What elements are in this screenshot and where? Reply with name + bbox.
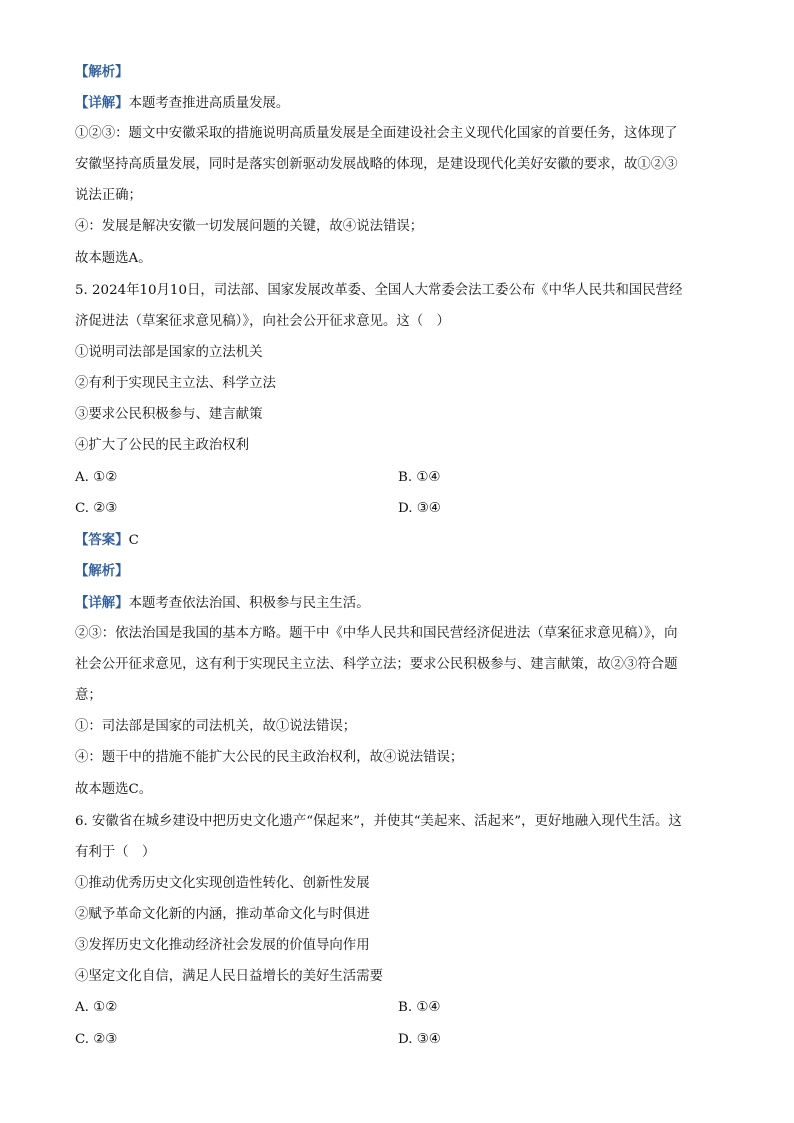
detail-line — [75, 594, 725, 613]
analysis-heading: 【解析】 — [75, 64, 129, 80]
detail-tag: 【详解】 — [75, 95, 129, 111]
explanation-line: 说法正确； — [75, 188, 142, 203]
question-6-statement: ③发挥历史文化推动经济社会发展的价值导向作用 — [75, 938, 370, 953]
answer-tag: 【答案】 — [75, 532, 129, 548]
question-6-statement: ①推动优秀历史文化实现创造性转化、创新性发展 — [75, 876, 370, 891]
question-6-option-c: C. ②③ — [75, 1032, 118, 1047]
answer-value: C — [128, 533, 139, 548]
question-5-statement: ①说明司法部是国家的立法机关 — [75, 345, 263, 360]
explanation-line: ④：题干中的措施不能扩大公民的民主政治权利，故④说法错误； — [75, 750, 464, 765]
detail-line — [75, 94, 725, 113]
question-6-statement: ④坚定文化自信，满足人民日益增长的美好生活需要 — [75, 969, 383, 984]
detail-text: 本题考查依法治国、积极参与民主生活。 — [128, 596, 370, 611]
question-6-stem: 有利于（ ） — [75, 845, 156, 860]
question-5-statement: ③要求公民积极参与、建言献策 — [75, 407, 263, 422]
explanation-line: 故本题选A。 — [75, 251, 152, 266]
question-6-option-d: D. ③④ — [398, 1032, 441, 1047]
question-5-stem: 济促进法（草案征求意见稿）》，向社会公开征求意见。这（ ） — [75, 314, 450, 329]
question-6-stem: 6. 安徽省在城乡建设中把历史文化遗产“保起来”，并使其“美起来、活起来”，更好地融入现代生活。这 — [75, 814, 682, 829]
question-5-statement: ②有利于实现民主立法、科学立法 — [75, 376, 276, 391]
question-5-statement: ④扩大了公民的民主政治权利 — [75, 438, 250, 453]
explanation-line: 故本题选C。 — [75, 782, 153, 797]
explanation-line: 意； — [75, 688, 102, 703]
question-5-option-a: A. ①② — [75, 470, 118, 485]
explanation-line: ①：司法部是国家的司法机关，故①说法错误； — [75, 719, 357, 734]
answer-line — [75, 531, 725, 550]
question-6-option-a: A. ①② — [75, 1000, 118, 1015]
detail-tag: 【详解】 — [75, 595, 129, 611]
question-5-option-b: B. ①④ — [398, 470, 441, 485]
explanation-line: 安徽坚持高质量发展，同时是落实创新驱动发展战略的体现，是建设现代化美好安徽的要求，故①②③ — [75, 157, 678, 172]
explanation-line: ②③：依法治国是我国的基本方略。题干中《中华人民共和国民营经济促进法（草案征求意见稿）》，向 — [75, 626, 678, 641]
explanation-line: ④：发展是解决安徽一切发展问题的关键，故④说法错误； — [75, 219, 424, 234]
detail-text: 本题考查推进高质量发展。 — [128, 96, 290, 111]
explanation-line: 社会公开征求意见，这有利于实现民主立法、科学立法；要求公民积极参与、建言献策，故②③符合题 — [75, 657, 678, 672]
analysis-heading: 【解析】 — [75, 563, 129, 579]
question-5-option-d: D. ③④ — [398, 501, 441, 516]
question-5-stem: 5. 2024年10月10日，司法部、国家发展改革委、全国人大常委会法工委公布《中华人民共和国民营经 — [75, 283, 683, 298]
question-6-option-b: B. ①④ — [398, 1000, 441, 1015]
explanation-line: ①②③：题文中安徽采取的措施说明高质量发展是全面建设社会主义现代化国家的首要任务，这体现了 — [75, 126, 678, 141]
question-5-option-c: C. ②③ — [75, 501, 118, 516]
question-6-statement: ②赋予革命文化新的内涵，推动革命文化与时俱进 — [75, 907, 370, 922]
